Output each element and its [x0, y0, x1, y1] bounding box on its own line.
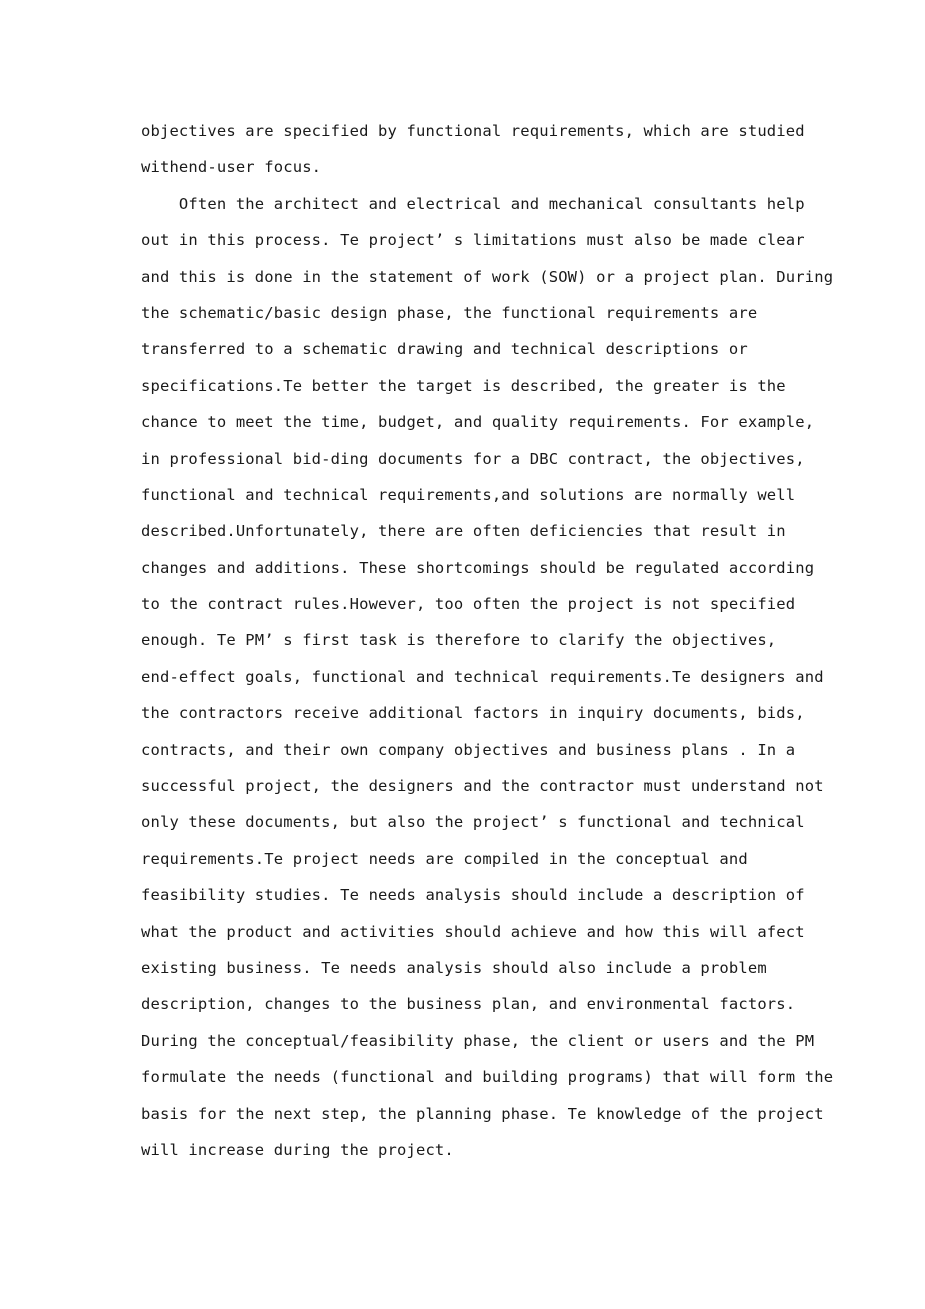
text-line: what the product and activities should achieve and how this will afect: [141, 922, 805, 941]
text-line: described.Unfortunately, there are often deficiencies that result in: [141, 522, 786, 541]
text-line: in professional bid-ding documents for a DBC contract, the objectives,: [141, 449, 805, 468]
text-line: basis for the next step, the planning phase. Te knowledge of the project: [141, 1104, 824, 1123]
text-line: Often the architect and electrical and mechanical consultants help: [141, 194, 805, 213]
text-line: specifications.Te better the target is described, the greater is the: [141, 376, 786, 395]
text-line: contracts, and their own company objectives and business plans . In a: [141, 740, 796, 759]
text-line: the schematic/basic design phase, the functional requirements are: [141, 303, 758, 322]
text-line: withend-user focus.: [141, 158, 322, 177]
text-line: the contractors receive additional factors in inquiry documents, bids,: [141, 704, 805, 723]
text-line: out in this process. Te project’ s limitations must also be made clear: [141, 231, 805, 250]
text-line: transferred to a schematic drawing and technical descriptions or: [141, 340, 748, 359]
text-line: requirements.Te project needs are compiled in the conceptual and: [141, 849, 748, 868]
text-line: only these documents, but also the project’ s functional and technical: [141, 813, 805, 832]
text-line: During the conceptual/feasibility phase, the client or users and the PM: [141, 1031, 815, 1050]
text-line: formulate the needs (functional and building programs) that will form the: [141, 1068, 834, 1087]
text-line: functional and technical requirements,and solutions are normally well: [141, 485, 796, 504]
text-line: to the contract rules.However, too often the project is not specified: [141, 595, 796, 614]
text-line: objectives are specified by functional requirements, which are studied: [141, 122, 805, 140]
text-line: chance to meet the time, budget, and quality requirements. For example,: [141, 413, 815, 432]
body-text: [141, 113, 834, 1168]
text-line: existing business. Te needs analysis should also include a problem: [141, 958, 767, 977]
text-line: changes and additions. These shortcomings should be regulated according: [141, 558, 815, 577]
text-line: end-effect goals, functional and technical requirements.Te designers and: [141, 667, 824, 686]
text-line: will increase during the project.: [141, 1140, 454, 1159]
text-line: description, changes to the business plan, and environmental factors.: [141, 995, 796, 1014]
text-line: and this is done in the statement of work (SOW) or a project plan. During: [141, 267, 834, 286]
text-line: feasibility studies. Te needs analysis should include a description of: [141, 886, 805, 905]
text-line: successful project, the designers and the contractor must understand not: [141, 777, 824, 796]
text-line: enough. Te PM’ s first task is therefore to clarify the objectives,: [141, 631, 777, 650]
